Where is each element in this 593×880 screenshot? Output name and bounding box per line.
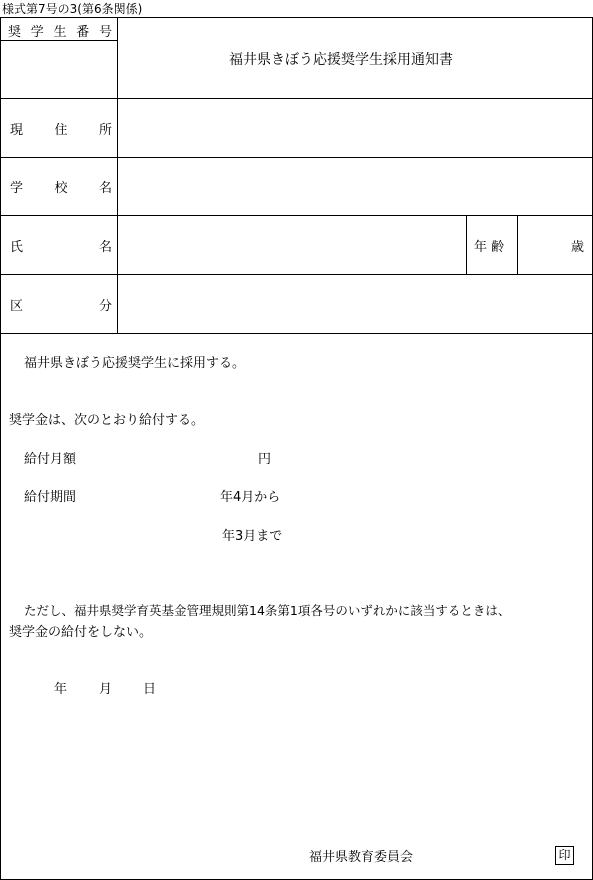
address-label: 現 住 所	[10, 123, 112, 138]
student-number-label: 奨 学 生 番 号	[8, 25, 112, 40]
date-month: 月	[99, 682, 113, 697]
age-unit: 歳	[571, 240, 585, 255]
proviso-line-2: 奨学金の給付をしない。	[9, 625, 153, 640]
age-divider-left	[466, 215, 467, 275]
label-column-divider	[117, 17, 118, 334]
divider-row-4	[1, 274, 593, 275]
divider-row-3	[1, 215, 593, 216]
form-number-label: 様式第7号の3(第6条関係)	[2, 2, 143, 16]
divider-row-2	[1, 157, 593, 158]
payment-statement: 奨学金は、次のとおり給付する。	[9, 413, 205, 428]
notice-form-frame	[0, 17, 593, 880]
document-title: 福井県きぼう応援奨学生採用通知書	[229, 52, 453, 68]
date-year: 年	[54, 682, 68, 697]
issuer-name: 福井県教育委員会	[309, 850, 414, 865]
divider-student-number	[1, 40, 118, 41]
category-label: 区 分	[10, 299, 112, 314]
monthly-amount-unit: 円	[258, 452, 272, 467]
seal-stamp: 印	[555, 846, 574, 865]
payment-period-end: 年3月まで	[222, 529, 283, 544]
adoption-statement: 福井県きぼう応援奨学生に採用する。	[24, 356, 246, 371]
age-label: 年 齢	[474, 240, 505, 255]
divider-row-1	[1, 98, 593, 99]
payment-period-start: 年4月から	[220, 490, 281, 505]
divider-row-5	[1, 333, 593, 334]
name-label: 氏 名	[10, 240, 112, 255]
proviso-line-1: ただし、福井県奨学育英基金管理規則第14条第1項各号のいずれかに該当するときは、	[24, 603, 511, 618]
age-divider-right	[517, 215, 518, 275]
payment-period-label: 給付期間	[24, 490, 77, 505]
school-label: 学 校 名	[10, 181, 112, 196]
date-day: 日	[143, 682, 157, 697]
monthly-amount-label: 給付月額	[24, 452, 77, 467]
